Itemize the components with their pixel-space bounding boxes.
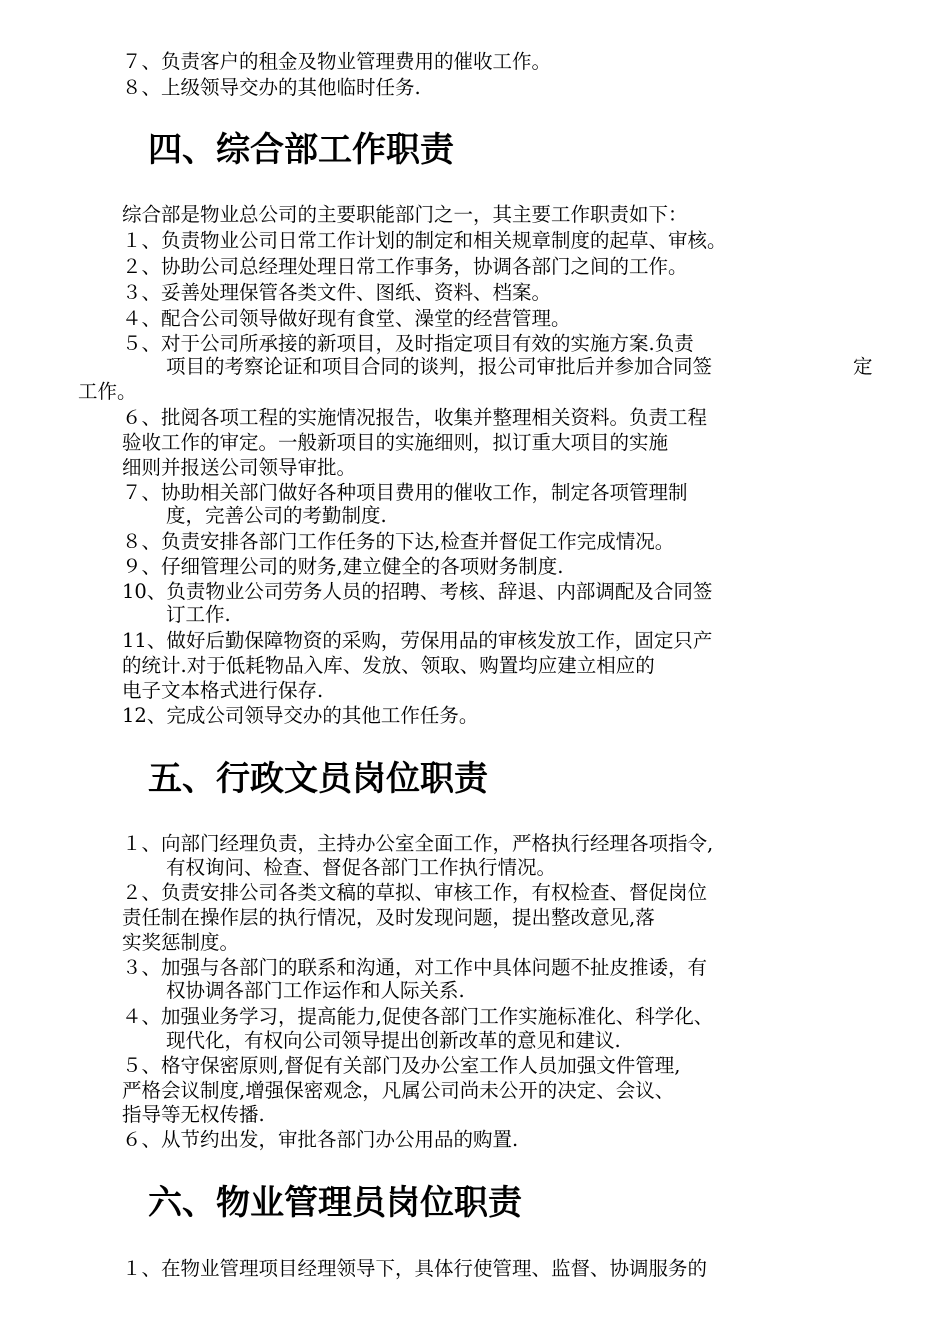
list-item: 权协调各部门工作运作和人际关系.	[166, 979, 465, 1002]
list-item: 严格会议制度,增强保密观念，凡属公司尚未公开的决定、会议、	[122, 1079, 675, 1102]
list-item: 责任制在操作层的执行情况，及时发现问题，提出整改意见,落	[122, 906, 655, 929]
list-item: ４、配合公司领导做好现有食堂、澡堂的经营管理。	[122, 307, 571, 330]
list-item: ３、妥善处理保管各类文件、图纸、资料、档案。	[122, 281, 552, 304]
list-item: 订工作.	[166, 603, 231, 626]
text-line: ８、上级领导交办的其他临时任务.	[122, 76, 421, 99]
list-item: 细则并报送公司领导审批。	[122, 456, 357, 479]
list-item: ６、批阅各项工程的实施情况报告，收集并整理相关资料。负责工程	[122, 406, 708, 429]
text-line: ７、负责客户的租金及物业管理费用的催收工作。	[122, 50, 552, 73]
list-item: 项目的考察论证和项目合同的谈判，报公司审批后并参加合同签	[166, 355, 713, 378]
list-item: ５、对于公司所承接的新项目，及时指定项目有效的实施方案.负责	[122, 332, 694, 355]
list-item: 有权询问、检查、督促各部门工作执行情况。	[166, 856, 557, 879]
section-heading: 五、行政文员岗位职责	[148, 759, 488, 799]
list-item: 定	[853, 355, 873, 378]
list-item: 验收工作的审定。一般新项目的实施细则，拟订重大项目的实施	[122, 431, 669, 454]
section-heading: 六、物业管理员岗位职责	[148, 1183, 522, 1223]
list-item: 11、做好后勤保障物资的采购，劳保用品的审核发放工作，固定只产	[122, 629, 713, 652]
list-item: 12、完成公司领导交办的其他工作任务。	[122, 704, 479, 727]
list-item: 工作。	[78, 380, 137, 403]
list-item: １、负责物业公司日常工作计划的制定和相关规章制度的起草、审核。	[122, 229, 727, 252]
section-heading: 四、综合部工作职责	[148, 130, 454, 170]
list-item: 电子文本格式进行保存.	[122, 679, 324, 702]
list-item: 指导等无权传播.	[122, 1103, 265, 1126]
list-item: ４、加强业务学习，提高能力,促使各部门工作实施标准化、科学化、	[122, 1005, 714, 1028]
list-item: ６、从节约出发，审批各部门办公用品的购置.	[122, 1128, 519, 1151]
section-intro: 综合部是物业总公司的主要职能部门之一，其主要工作职责如下：	[122, 203, 688, 226]
list-item: 实奖惩制度。	[122, 931, 240, 954]
list-item: ２、协助公司总经理处理日常工作事务，协调各部门之间的工作。	[122, 255, 688, 278]
list-item: ７、协助相关部门做好各种项目费用的催收工作，制定各项管理制	[122, 481, 688, 504]
list-item: 现代化，有权向公司领导提出创新改革的意见和建议.	[166, 1029, 621, 1052]
list-item: 10、负责物业公司劳务人员的招聘、考核、辞退、内部调配及合同签	[122, 580, 713, 603]
list-item: １、向部门经理负责，主持办公室全面工作，严格执行经理各项指令,	[122, 832, 714, 855]
list-item: ３、加强与各部门的联系和沟通，对工作中具体问题不扯皮推诿，有	[122, 956, 708, 979]
list-item: ５、格守保密原则,督促有关部门及办公室工作人员加强文件管理,	[122, 1054, 681, 1077]
list-item: ２、负责安排公司各类文稿的草拟、审核工作，有权检查、督促岗位	[122, 881, 708, 904]
list-item: 度，完善公司的考勤制度.	[166, 504, 387, 527]
list-item: １、在物业管理项目经理领导下，具体行使管理、监督、协调服务的	[122, 1257, 708, 1280]
list-item: 的统计.对于低耗物品入库、发放、领取、购置均应建立相应的	[122, 654, 655, 677]
list-item: ９、仔细管理公司的财务,建立健全的各项财务制度.	[122, 555, 564, 578]
list-item: ８、负责安排各部门工作任务的下达,检查并督促工作完成情况。	[122, 530, 675, 553]
